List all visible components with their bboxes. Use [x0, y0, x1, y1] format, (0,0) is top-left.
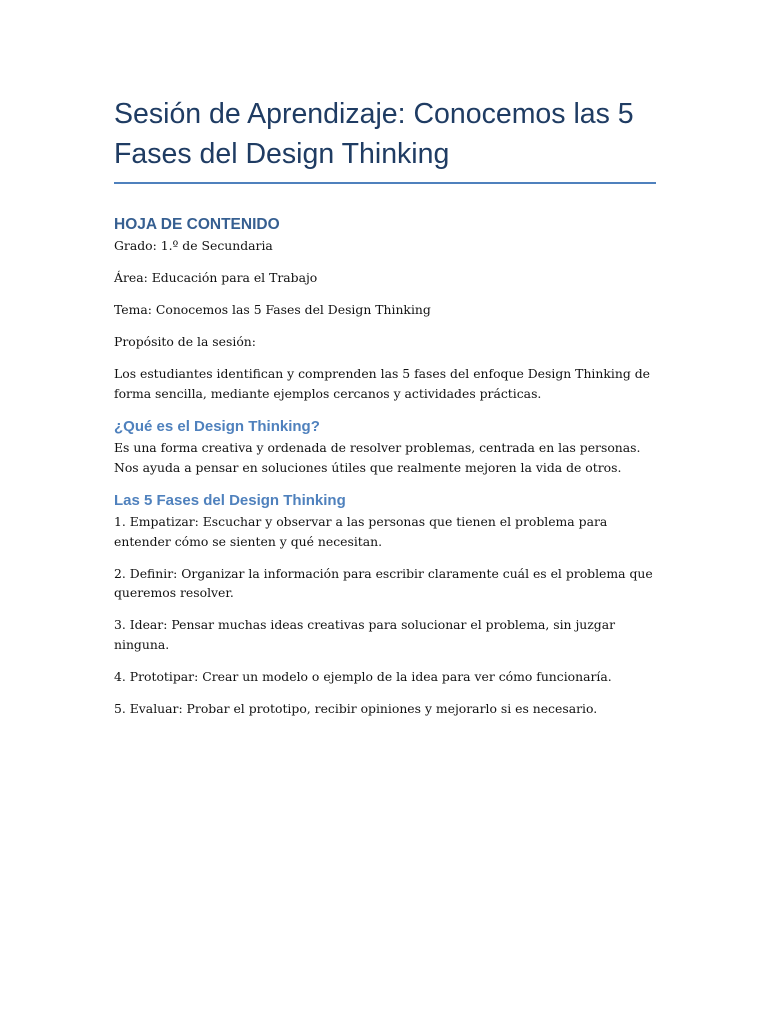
purpose-text: Los estudiantes identifican y comprenden las 5 fases del enfoque Design Thinking de forma sencilla, mediante ejemplos cercanos y actividades prácticas.: [114, 366, 650, 401]
grade-line: Grado: 1.º de Secundaria: [114, 238, 273, 253]
what-text: Es una forma creativa y ordenada de resolver problemas, centrada en las personas. Nos ayuda a pensar en soluciones útiles que realmente mejoren la vida de otros.: [114, 440, 641, 475]
area-line: Área: Educación para el Trabajo: [114, 270, 318, 285]
topic-line: Tema: Conocemos las 5 Fases del Design Thinking: [114, 302, 431, 317]
document-title: Sesión de Aprendizaje: Conocemos las 5 Fases del Design Thinking: [114, 94, 656, 184]
what-heading: ¿Qué es el Design Thinking?: [114, 418, 320, 435]
phase-item: 3. Idear: Pensar muchas ideas creativas para solucionar el problema, sin juzgar ninguna.: [114, 617, 616, 652]
phase-item: 5. Evaluar: Probar el prototipo, recibir opiniones y mejorarlo si es necesario.: [114, 700, 598, 716]
document-page: [114, 94, 656, 718]
purpose-label: Propósito de la sesión:: [114, 334, 256, 349]
phase-item: 2. Definir: Organizar la información para escribir claramente cuál es el problema que queremos resolver.: [114, 565, 653, 600]
phase-item: 4. Prototipar: Crear un modelo o ejemplo de la idea para ver cómo funcionaría.: [114, 668, 612, 684]
phases-heading: Las 5 Fases del Design Thinking: [114, 492, 346, 509]
phase-item: 1. Empatizar: Escuchar y observar a las personas que tienen el problema para entender cómo se sienten y qué necesitan.: [114, 514, 608, 549]
contents-heading: HOJA DE CONTENIDO: [114, 216, 280, 233]
